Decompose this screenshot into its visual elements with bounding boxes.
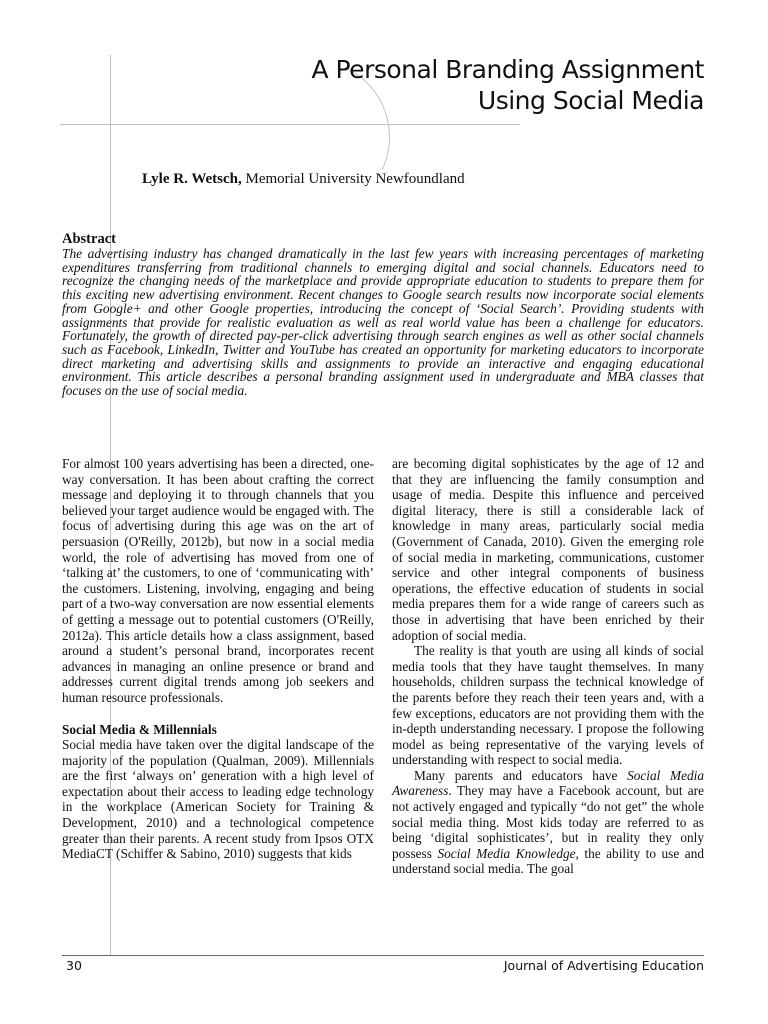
millennials-paragraph: Social media have taken over the digital landscape of the majority of the population (Qualman, 2009). Millennials are the first ‘always on’ generation with a high level of expectation about their access to leading edge technology in the workplace (American Society for Training & Development, 2010) and a technological competence greater than their parents. A recent study from Ipsos OTX MediaCT (Schiffer & Sabino, 2010) suggests that kids [62,737,374,862]
abstract-heading: Abstract [62,231,116,247]
journal-name: Journal of Advertising Education [503,958,704,973]
youth-reality-paragraph: The reality is that youth are using all kinds of social media tools that they have taught themselves. In many households, children surpass the technical knowledge of the parents before they reach their teen years and, with a few exceptions, educators are not providing them with the in-depth understanding necessary. I propose the following model as being representative of the varying levels of understanding with respect to social media. [392,643,704,768]
awareness-text-c: , the ability to use and understand social media. The goal [392,845,704,877]
digital-sophisticates-paragraph: are becoming digital sophisticates by the age of 12 and that they are influencing the family consumption and usage of media. Despite this influence and perceived digital literacy, there is still a considerable lack of knowledge in many areas, particularly social media (Government of Canada, 2010). Given the emerging role of social media in marketing, communications, customer service and other integral components of business operations, the effective education of students in social media prepares them for a wide range of careers such as those in advertising that have been enriched by their adoption of social media. [392,456,704,643]
title-line-2: Using Social Media [477,86,704,115]
body-column-right [392,456,704,877]
article-title [204,54,704,116]
awareness-text-b: . They may have a Facebook account, but are not actively engaged and typically “do not get” the whole social media thing. Most kids today are referred to as being ‘digital sophisticates’, but in reality they only possess [392,783,704,861]
awareness-text-a: Many parents and educators have [414,767,628,783]
page-number: 30 [66,958,82,973]
section-heading-social-media-millennials: Social Media & Millennials [62,721,217,737]
abstract-text: The advertising industry has changed dramatically in the last few years with increasing percentages of marketing expenditures transferring from traditional channels to emerging digital and social channels. Educators need to recognize the changing needs of the marketplace and provide appropriate education to students to prepare them for this exciting new advertising environment. Recent changes to Google search results now incorporate social elements from Google+ and other Google properties, introducing the concept of ‘Social Search’. Providing students with assignments that provide for realistic evaluation as well as real world value has been a challenge for educators. Fortunately, the growth of directed pay-per-click advertising through search engines as well as other social channels such as Facebook, LinkedIn, Twitter and YouTube has created an opportunity for marketing educators to incorporate direct marketing and advertising skills and assignments to provide an interactive and engaging educational environment. This article describes a personal branding assignment used in undergraduate and MBA classes that focuses on the use of social media. [62,246,704,399]
author-affiliation: Memorial University Newfoundland [245,171,465,187]
footer-rule [62,955,704,956]
abstract-section [62,232,704,398]
awareness-paragraph [392,768,704,877]
byline [142,171,465,188]
author-name: Lyle R. Wetsch, [142,171,242,187]
awareness-term: Social Media Awareness [392,767,705,799]
body-column-left [62,456,374,862]
intro-paragraph: For almost 100 years advertising has been a directed, one-way conversation. It has been about crafting the correct message and deploying it to through channels that you believed your target audience would be engaged with. The focus of advertising during this age was on the art of persuasion (O'Reilly, 2012b), but now in a social media world, the role of advertising has moved from one of ‘talking at’ the customers, to one of ‘communicating with’ the customers. Listening, involving, engaging and being part of a two-way conversation are now essential elements of getting a message out to potential customers (O'Reilly, 2012a). This article details how a class assignment, based around a student’s personal brand, incorporates recent advances in managing an online presence or brand and addresses current digital trends among job seekers and human resource professionals. [62,456,374,705]
title-line-1: A Personal Branding Assignment [311,55,704,84]
knowledge-term: Social Media Knowledge [437,845,576,861]
